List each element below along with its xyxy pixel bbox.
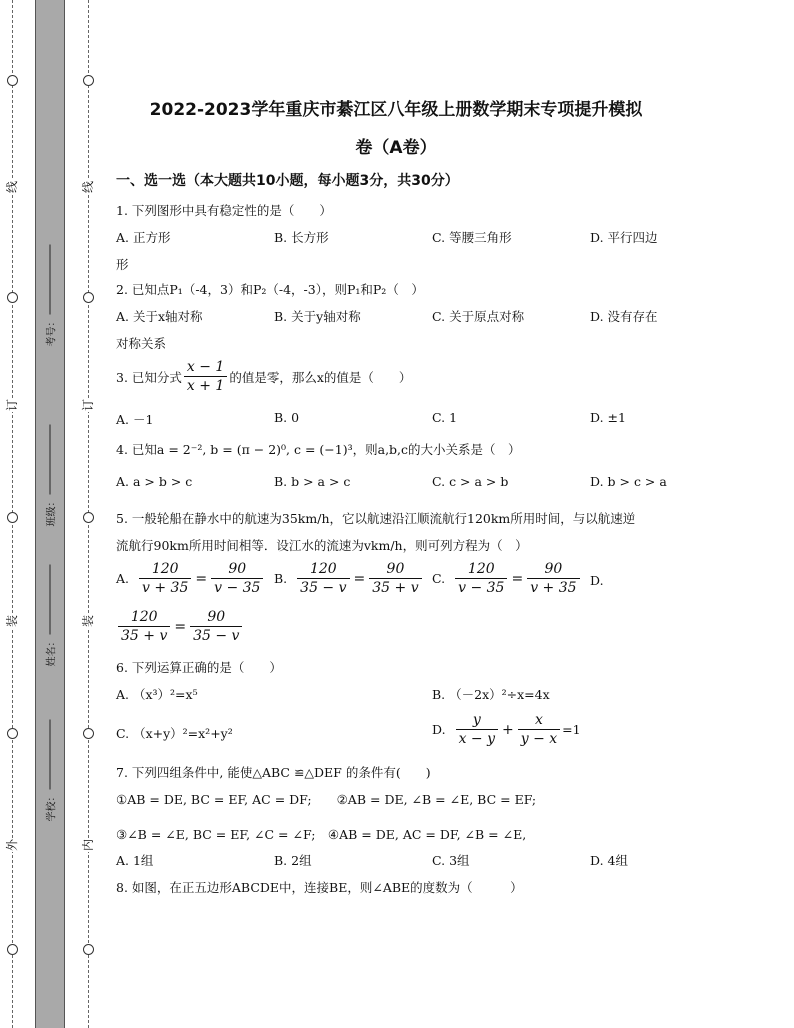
q3-option-a[interactable]: A. －1 <box>116 412 154 427</box>
q3-option-c[interactable]: C. 1 <box>432 410 458 425</box>
q4-option-c[interactable]: C. c > a > b <box>432 474 509 489</box>
question-2-stem: 2. 已知点P₁（-4，3）和P₂（-4，-3），则P₁和P₂（ ） <box>116 282 424 297</box>
field-label: 学校： <box>46 791 58 821</box>
binding-hole <box>7 728 18 739</box>
question-4-stem: 4. 已知a = 2⁻², b = (π − 2)⁰, c = (−1)³，则a,b,c的大小关系是（ ） <box>116 442 521 457</box>
q5-option-a[interactable]: A. $\frac{120}{v + 35}$ = $\frac{90}{v - 35}$ <box>116 560 265 597</box>
q2-option-a[interactable]: A. 关于x轴对称 <box>116 309 203 324</box>
option-label: A. <box>116 571 130 586</box>
cut-mark-zhuang: 装 <box>5 615 19 628</box>
page-title-line1: 2022-2023学年重庆市綦江区八年级上册数学期末专项提升模拟 <box>149 100 643 120</box>
q6-option-b[interactable]: B. （－2x）²÷x=4x <box>432 687 550 702</box>
q7-option-d[interactable]: D. 4组 <box>590 853 628 868</box>
q7-option-b[interactable]: B. 2组 <box>274 853 312 868</box>
cut-mark-ding: 订 <box>81 399 95 412</box>
field-label: 考号： <box>46 316 58 346</box>
binding-hole <box>7 944 18 955</box>
q6-option-d[interactable]: D. $\frac{y}{x - y}$ + $\frac{x}{y - x}$ =1 <box>432 712 581 747</box>
field-class[interactable] <box>38 420 62 530</box>
q7-option-c[interactable]: C. 3组 <box>432 853 470 868</box>
cut-mark-nei: 内 <box>81 839 95 852</box>
field-label: 班级： <box>46 496 58 526</box>
q2-option-d-cont: 对称关系 <box>116 336 167 351</box>
q1-option-b[interactable]: B. 长方形 <box>274 230 329 245</box>
q7-conditions-1-2: ①AB = DE, BC = EF, AC = DF; ②AB = DE, ∠B = ∠E, BC = EF; <box>116 792 537 807</box>
question-5-stem-line1: 5. 一般轮船在静水中的航速为35km/h，它以航速沿江顺流航行120km所用时间，与以航速逆 <box>116 511 636 526</box>
binding-hole <box>83 292 94 303</box>
question-5-stem-line2: 流航行90km所用时间相等．设江水的流速为vkm/h，则可列方程为（ ） <box>116 538 528 553</box>
field-name[interactable] <box>38 560 62 670</box>
binding-hole <box>7 512 18 523</box>
q2-option-c[interactable]: C. 关于原点对称 <box>432 309 525 324</box>
binding-margin <box>0 0 100 1028</box>
option-label: D. <box>432 722 446 737</box>
q2-option-d[interactable]: D. 没有存在 <box>590 309 658 324</box>
q3-option-b[interactable]: B. 0 <box>274 410 300 425</box>
q5-option-b[interactable]: B. $\frac{120}{35 - v}$ = $\frac{90}{35 + v}$ <box>274 560 424 597</box>
cut-mark-xian: 线 <box>81 181 95 194</box>
q6-option-a[interactable]: A. （x³）²=x⁵ <box>116 687 198 702</box>
binding-hole <box>83 944 94 955</box>
page-title-line2: 卷（A卷） <box>355 138 437 158</box>
field-school[interactable] <box>38 715 62 825</box>
binding-hole <box>83 728 94 739</box>
q3-stem-pre: 3. 已知分式 <box>116 369 182 385</box>
q4-option-b[interactable]: B. b > a > c <box>274 474 351 489</box>
q6-option-c[interactable]: C. （x+y）²=x²+y² <box>116 726 233 741</box>
q1-option-d-cont: 形 <box>116 257 129 272</box>
field-exam-number[interactable] <box>38 240 62 350</box>
binding-hole <box>83 75 94 86</box>
q7-option-a[interactable]: A. 1组 <box>116 853 154 868</box>
q3-stem-post: 的值是零，那么x的值是（ ） <box>229 369 412 385</box>
question-6-stem: 6. 下列运算正确的是（ ） <box>116 660 282 675</box>
option-label: B. <box>274 571 288 586</box>
section-heading: 一、选一选（本大题共10小题，每小题3分，共30分） <box>116 173 459 189</box>
question-1-stem: 1. 下列图形中具有稳定性的是（ ） <box>116 203 332 218</box>
cut-mark-ding: 订 <box>5 399 19 412</box>
q1-option-d[interactable]: D. 平行四边 <box>590 230 658 245</box>
q1-option-a[interactable]: A. 正方形 <box>116 230 171 245</box>
question-3-stem <box>116 358 411 395</box>
q5-option-c[interactable]: C. $\frac{120}{v - 35}$ = $\frac{90}{v + 35}$ <box>432 560 582 597</box>
q3-fraction: $\frac{x - 1}{x + 1}$ <box>184 358 227 395</box>
q5-option-d[interactable]: $\frac{120}{35 + v}$ = $\frac{90}{35 - v}$ <box>116 608 244 645</box>
q3-option-d[interactable]: D. ±1 <box>590 410 626 425</box>
q4-option-d[interactable]: D. b > c > a <box>590 474 667 489</box>
binding-hole <box>7 292 18 303</box>
cut-mark-xian: 线 <box>5 181 19 194</box>
question-7-stem: 7. 下列四组条件中, 能使△ABC ≌△DEF 的条件有( ) <box>116 765 431 780</box>
question-8-stem: 8. 如图，在正五边形ABCDE中，连接BE，则∠ABE的度数为（ ） <box>116 880 523 895</box>
q5-option-d-label[interactable]: D. <box>590 573 604 588</box>
q4-option-a[interactable]: A. a > b > c <box>116 474 193 489</box>
binding-hole <box>83 512 94 523</box>
q2-option-b[interactable]: B. 关于y轴对称 <box>274 309 361 324</box>
binding-hole <box>7 75 18 86</box>
cut-mark-wai: 外 <box>5 839 19 852</box>
option-label: C. <box>432 571 446 586</box>
q7-conditions-3-4: ③∠B = ∠E, BC = EF, ∠C = ∠F; ④AB = DE, AC = DF, ∠B = ∠E, <box>116 827 527 842</box>
cut-mark-zhuang: 装 <box>81 615 95 628</box>
field-label: 姓名： <box>46 636 58 666</box>
q1-option-c[interactable]: C. 等腰三角形 <box>432 230 512 245</box>
